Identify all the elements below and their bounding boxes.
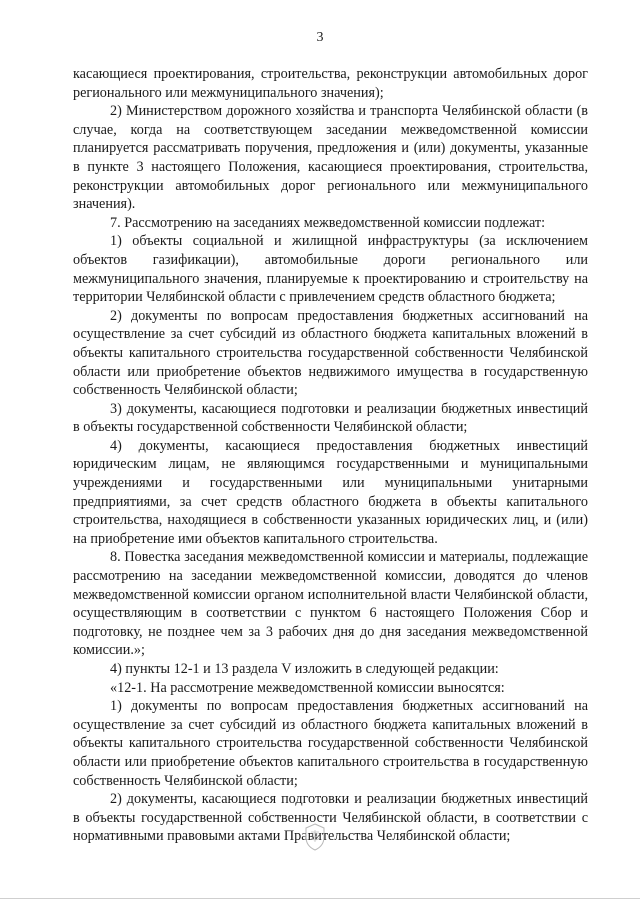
paragraph: 3) документы, касающиеся подготовки и реализации бюджетных инвестиций в объекты государственной собственности Челябинской области;: [73, 400, 588, 436]
paragraph: 4) документы, касающиеся предоставления бюджетных инвестиций юридическим лицам, не являющимся государственными и муниципальными учреждениями и государственными или муниципальными унитарными предприятиями, за счет средств областного бюджета в объекты капитального строительства, находящиеся в собственности указанных юридических лиц, и (или) на приобретение ими объектов капитального строительства.: [73, 437, 588, 547]
paragraph: 2) документы по вопросам предоставления бюджетных ассигнований на осуществление за счет субсидий из областного бюджета капитальных вложений в объекты капитального строительства государственной собственности Челябинской области или приобретение объектов недвижимого имущества в государственную собственность Челябинской области;: [73, 307, 588, 399]
paragraph: 2) Министерством дорожного хозяйства и транспорта Челябинской области (в случае, когда на соответствующем заседании межведомственной комиссии планируется рассматривать поручения, предложения и (или) документы, указанные в пункте 3 настоящего Положения, касающиеся проектирования, строительства, реконструкции автомобильных дорог регионального или межмуниципального значения).: [73, 103, 588, 213]
paragraph: 2) документы, касающиеся подготовки и реализации бюджетных инвестиций в объекты государственной собственности Челябинской области, в соответствии с нормативными правовыми актами Правительства Челябинской области;: [73, 791, 588, 845]
paragraph: 7. Рассмотрению на заседаниях межведомственной комиссии подлежат:: [110, 214, 546, 231]
paragraph: «12-1. На рассмотрение межведомственной комиссии выносятся:: [110, 679, 505, 696]
bottom-divider: [0, 898, 640, 899]
paragraph: касающиеся проектирования, строительства, реконструкции автомобильных дорог регионального или межмуниципального значения);: [73, 66, 588, 101]
emblem-watermark-icon: [302, 822, 328, 852]
paragraph: 1) документы по вопросам предоставления бюджетных ассигнований на осуществление за счет субсидий из областного бюджета капитальных вложений в объекты капитального строительства государственной собственности Челябинской области или приобретение объектов капитального строительства в государственную собственность Челябинской области;: [73, 698, 588, 789]
paragraph: 1) объекты социальной и жилищной инфраструктуры (за исключением объектов газификации), автомобильные дороги регионального или межмуниципального значения, планируемые к проектированию и строительству на территории Челябинской области с привлечением средств областного бюджета;: [73, 233, 588, 306]
page-number: 3: [316, 30, 324, 45]
paragraph: 8. Повестка заседания межведомственной комиссии и материалы, подлежащие рассмотрению на заседании межведомственной комиссии, доводятся до членов межведомственной комиссии органом исполнительной власти Челябинской области, осуществляющим в соответствии с пунктом 6 настоящего Положения Сбор и подготовку, не позднее чем за 3 рабочих дня до дня заседания межведомственной комиссии.»;: [73, 549, 588, 659]
paragraph: 4) пункты 12-1 и 13 раздела V изложить в следующей редакции:: [110, 661, 499, 677]
document-body: [73, 65, 588, 846]
